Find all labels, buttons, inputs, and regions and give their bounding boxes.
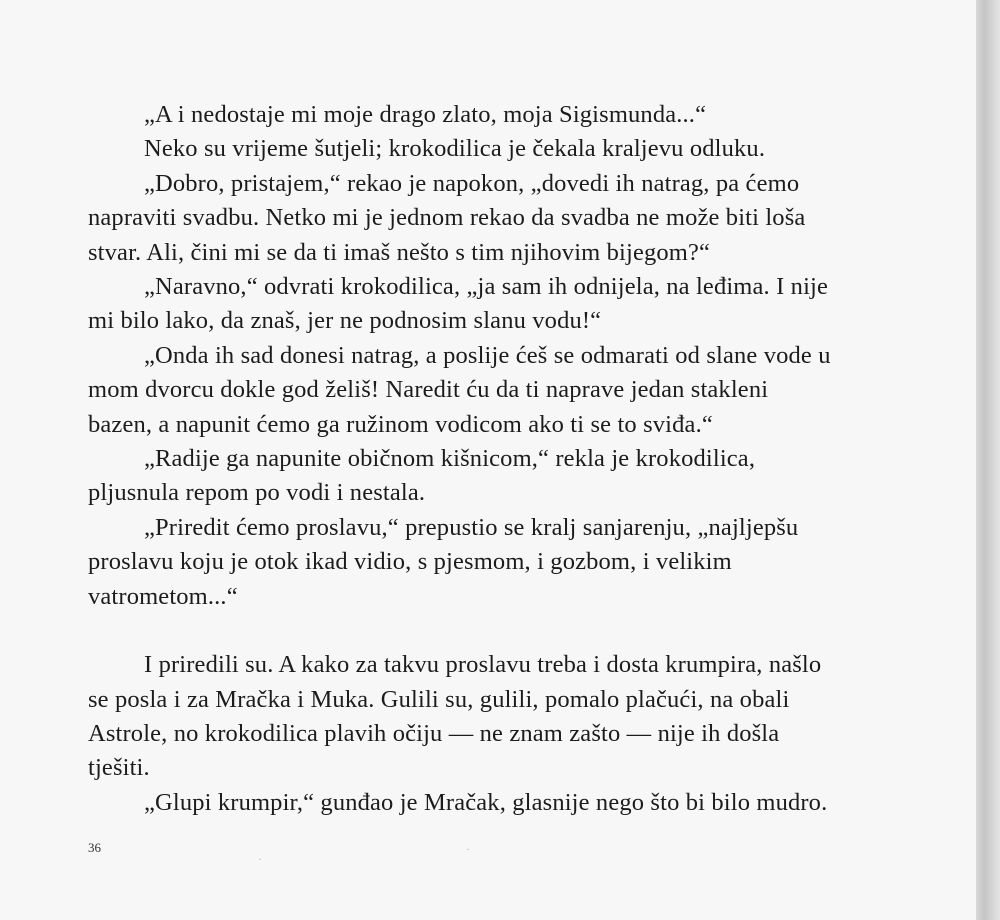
paragraph — [88, 98, 908, 132]
text-line: Neko su vrijeme šutjeli; krokodilica je čekala kraljevu odluku. — [144, 135, 766, 163]
text-line: napraviti svadbu. Netko mi je jednom rekao da svadba ne može biti loša — [88, 204, 806, 232]
text-line: bazen, a napunit ćemo ga ružinom vodicom ako ti se to sviđa.“ — [88, 410, 713, 438]
paragraph — [88, 132, 908, 166]
text-line: „Dobro, pristajem,“ rekao je napokon, „dovedi ih natrag, pa ćemo — [144, 169, 800, 197]
text-line: „Radije ga napunite običnom kišnicom,“ rekla je krokodilica, — [144, 445, 756, 473]
body-text — [88, 98, 908, 820]
paragraph — [88, 511, 908, 614]
page-gutter-shadow — [976, 0, 1000, 920]
paragraph — [88, 648, 908, 786]
text-line: „Glupi krumpir,“ gunđao je Mračak, glasnije nego što bi bilo mudro. — [144, 788, 828, 816]
paper-speck: · — [258, 852, 262, 866]
page-number: 36 — [88, 840, 101, 855]
text-line: pljusnula repom po vodi i nestala. — [88, 479, 426, 507]
text-line: stvar. Ali, čini mi se da ti imaš nešto s tim njihovim bijegom?“ — [88, 238, 711, 266]
text-line: tješiti. — [88, 754, 150, 782]
paragraph — [88, 442, 908, 511]
text-line: mom dvorcu dokle god želiš! Naredit ću da ti naprave jedan stakleni — [88, 376, 769, 404]
text-line: vatrometom...“ — [88, 582, 238, 610]
text-line: Astrole, no krokodilica plavih očiju — ne znam zašto — nije ih došla — [88, 719, 780, 747]
text-line: „Naravno,“ odvrati krokodilica, „ja sam ih odnijela, na leđima. I nije — [144, 273, 829, 301]
paper-speck: · — [466, 842, 470, 856]
text-line: mi bilo lako, da znaš, jer ne podnosim slanu vodu!“ — [88, 307, 602, 335]
text-line: „A i nedostaje mi moje drago zlato, moja Sigismunda...“ — [144, 101, 707, 128]
paragraph — [88, 167, 908, 270]
text-line: se posla i za Mračka i Muka. Gulili su, gulili, pomalo plačući, na obali — [88, 685, 790, 713]
paragraph — [88, 786, 908, 820]
text-line: proslavu koju je otok ikad vidio, s pjesmom, i gozbom, i velikim — [88, 548, 732, 576]
text-line: „Priredit ćemo proslavu,“ prepustio se kralj sanjarenju, „najljepšu — [144, 513, 799, 541]
text-line: I priredili su. A kako za takvu proslavu treba i dosta krumpira, našlo — [144, 651, 822, 679]
paragraph — [88, 339, 908, 442]
section-break — [88, 614, 908, 648]
paragraph — [88, 270, 908, 339]
text-line: „Onda ih sad donesi natrag, a poslije ćeš se odmarati od slane vode u — [144, 341, 831, 369]
